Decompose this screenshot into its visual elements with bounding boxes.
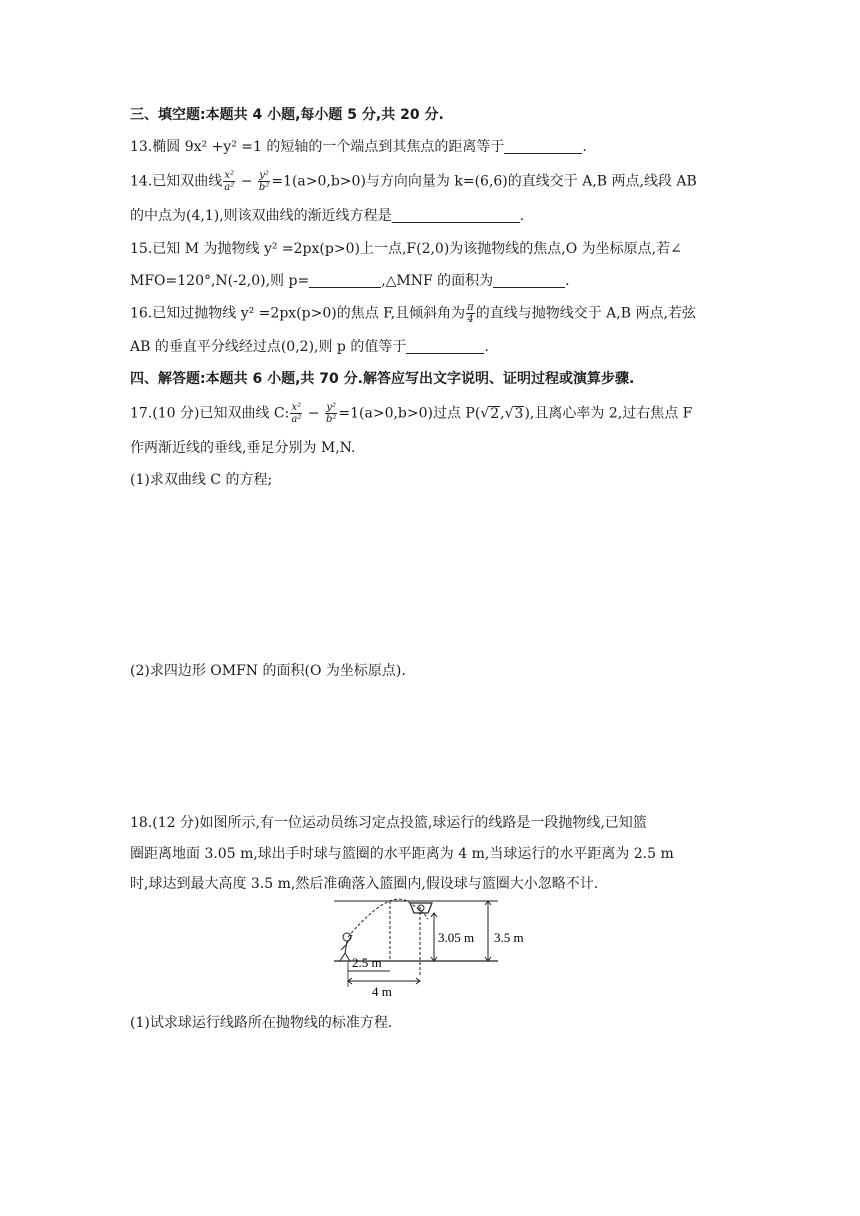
- answer-blank: [493, 273, 565, 288]
- answer-blank: [406, 339, 484, 354]
- frac-num: y²: [259, 170, 269, 181]
- answer-blank: [504, 139, 582, 154]
- question-14-line1: [130, 170, 697, 193]
- fraction-y2-b2: [325, 402, 337, 425]
- question-14-line2: [130, 206, 524, 226]
- q16-text-b: 的直线与抛物线交于 A,B 两点,若弦: [475, 305, 696, 322]
- label-25: 2.5 m: [352, 955, 382, 970]
- sqrt-3: 3: [514, 405, 524, 422]
- q16-text-c: AB 的垂直平分线经过点(0,2),则 p 的值等于: [130, 339, 407, 355]
- question-17-line1: [130, 402, 692, 425]
- question-16-line2: [130, 337, 489, 357]
- minus-sign: −: [307, 405, 320, 422]
- minus-sign: −: [240, 173, 253, 190]
- basketball-figure: [330, 897, 535, 1003]
- q17-text-c: ),且离心率为 2,过右焦点 F: [524, 405, 693, 422]
- answer-blank: [309, 273, 381, 288]
- hoop-icon: [410, 903, 432, 913]
- comma: ,: [500, 405, 505, 422]
- fraction-x2-a2: [223, 170, 235, 193]
- ball-trajectory: [348, 899, 428, 937]
- q16-text-a: 16.已知过抛物线 y² =2px(p>0)的焦点 F,且倾斜角为: [130, 305, 466, 322]
- answer-blank: [392, 208, 520, 223]
- frac-num: x²: [224, 170, 235, 181]
- sqrt-symbol: √: [504, 405, 514, 422]
- fraction-y2-b2: [258, 170, 270, 193]
- fraction-x2-a2: [290, 402, 302, 425]
- q14-text-a: 14.已知双曲线: [130, 173, 223, 190]
- q15-text-b: ,△MNF 的面积为: [381, 273, 494, 289]
- q14-text-b: =1(a>0,b>0)与方向向量为 k=(6,6)的直线交于 A,B 两点,线段 AB: [271, 173, 697, 190]
- label-35: 3.5 m: [494, 930, 524, 945]
- label-305: 3.05 m: [438, 930, 475, 945]
- question-15-line2: [130, 271, 570, 291]
- q17-text-a: 17.(10 分)已知双曲线 C:: [130, 405, 290, 422]
- fraction-pi-4: [466, 302, 475, 325]
- q13-text: 13.椭圆 9x² +y² =1 的短轴的一个端点到其焦点的距离等于: [130, 139, 505, 155]
- frac-num: π: [467, 302, 474, 313]
- question-16-line1: [130, 302, 696, 325]
- label-4: 4 m: [372, 984, 392, 999]
- frac-den: a²: [291, 414, 302, 425]
- sqrt-symbol: √: [480, 405, 490, 422]
- sqrt-2: 2: [490, 405, 500, 422]
- frac-num: y²: [326, 402, 337, 413]
- question-13: [130, 137, 587, 157]
- question-18-line1: 18.(12 分)如图所示,有一位运动员练习定点投篮,球运行的线路是一段抛物线,已知篮: [130, 815, 647, 831]
- frac-num: x²: [291, 402, 302, 413]
- q13-end: .: [582, 139, 587, 155]
- frac-den: b²: [258, 182, 270, 193]
- frac-den: a²: [224, 182, 235, 193]
- question-17-part2: (2)求四边形 OMFN 的面积(O 为坐标原点).: [130, 663, 406, 679]
- player-icon: [340, 933, 352, 961]
- q17-text-b: =1(a>0,b>0)过点 P(: [338, 405, 481, 422]
- section4-heading: 四、解答题:本题共 6 小题,共 70 分.解答应写出文字说明、证明过程或演算步骤.: [130, 371, 635, 387]
- q15-text-a: MFO=120°,N(-2,0),则 p=: [130, 273, 310, 289]
- question-17-line2: 作两渐近线的垂线,垂足分别为 M,N.: [130, 440, 356, 456]
- question-18-line2: 圈距离地面 3.05 m,球出手时球与篮圈的水平距离为 4 m,当球运行的水平距离为 2.5 m: [130, 846, 674, 862]
- section3-heading: 三、填空题:本题共 4 小题,每小题 5 分,共 20 分.: [130, 107, 444, 123]
- question-18-line3: 时,球达到最大高度 3.5 m,然后准确落入篮圈内,假设球与篮圈大小忽略不计.: [130, 876, 599, 892]
- frac-den: 4: [467, 314, 474, 325]
- question-18-part1: (1)试求球运行线路所在抛物线的标准方程.: [130, 1015, 393, 1031]
- question-17-part1: (1)求双曲线 C 的方程;: [130, 472, 273, 488]
- q14-text-c: 的中点为(4,1),则该双曲线的渐近线方程是: [130, 208, 392, 224]
- frac-den: b²: [325, 414, 337, 425]
- question-15-line1: 15.已知 M 为抛物线 y² =2px(p>0)上一点,F(2,0)为该抛物线的焦点,O 为坐标原点,若∠: [130, 241, 682, 257]
- q16-end: .: [484, 339, 489, 355]
- q14-end: .: [519, 208, 525, 224]
- q15-end: .: [565, 273, 570, 289]
